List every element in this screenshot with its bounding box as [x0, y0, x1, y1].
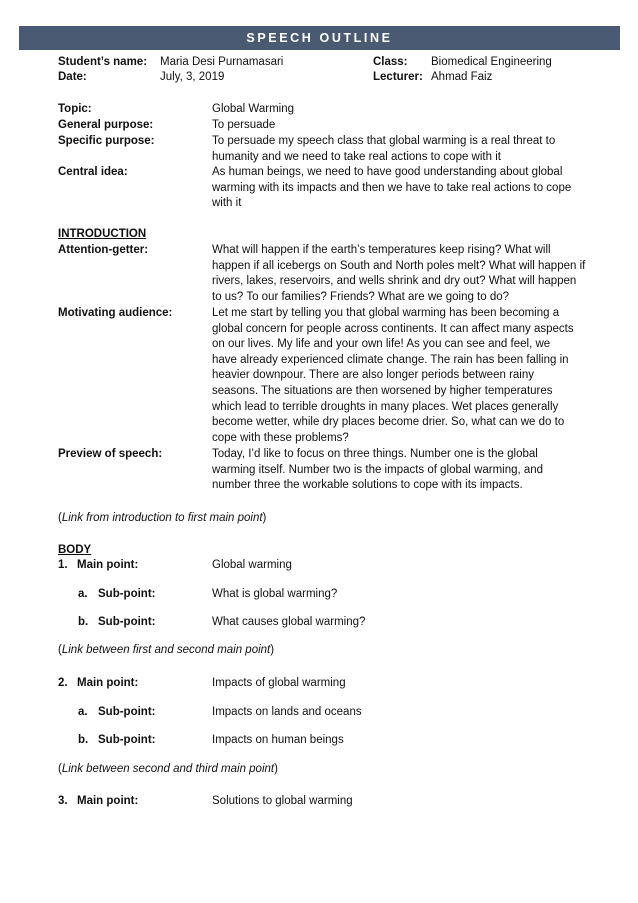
central-idea-value: As human beings, we need to have good understanding about global warming with its impacts and then we have to take real actions to cope with it: [212, 166, 572, 210]
class-value: Biomedical Engineering: [431, 56, 552, 68]
link-intro-to-first: (Link from introduction to first main point): [58, 512, 267, 524]
body-heading: BODY: [58, 544, 92, 556]
specific-purpose-value: To persuade my speech class that global warming is a real threat to humanity and we need to take real actions to cope with it: [212, 135, 556, 163]
sub-point-1b-value: What causes global warming?: [212, 616, 366, 628]
attention-getter-label: Attention-getter:: [58, 244, 149, 256]
specific-purpose-label: Specific purpose:: [58, 135, 155, 147]
introduction-heading: INTRODUCTION: [58, 228, 147, 240]
motivating-audience-value: Let me start by telling you that global warming has been becoming a global concern for people across continents. It can affect many aspects on our lives. My life and your own life! As you can see and feel, we have already experienced climate change. The rain has been falling in heavier downpour. There are also longer periods between rainy seasons. The situations are then worsened by higher temperatures which lead to terrible droughts in many places. Wet places generally become wetter, while dry places become drier. So, what can we do to cope with these problems?: [212, 307, 574, 444]
sub-point-1a-label: a. Sub-point:: [78, 588, 156, 600]
central-idea-label: Central idea:: [58, 166, 128, 178]
student-name-label: Student’s name:: [58, 56, 148, 68]
main-point-1-value: Global warming: [212, 559, 292, 571]
general-purpose-value: To persuade: [212, 119, 276, 131]
sub-point-2a-label: a. Sub-point:: [78, 706, 156, 718]
sub-point-1b-label: b. Sub-point:: [78, 616, 156, 628]
attention-getter-value: What will happen if the earth’s temperatures keep rising? What will happen if all icebergs on South and North poles melt? What will happen if rivers, lakes, reservoirs, and wells shrink and dry out? What will happen to us? To our families? Friends? What are we going to do?: [212, 244, 586, 303]
sub-point-2b-label: b. Sub-point:: [78, 734, 156, 746]
topic-value: Global Warming: [212, 103, 295, 115]
link-second-to-third: (Link between second and third main point): [58, 763, 278, 775]
date-value: July, 3, 2019: [160, 71, 225, 83]
link-first-to-second: (Link between first and second main point): [58, 644, 275, 656]
main-point-3-value: Solutions to global warming: [212, 795, 353, 807]
main-point-3-label: 3. Main point:: [58, 795, 139, 807]
main-point-2-label: 2. Main point:: [58, 677, 139, 689]
date-label: Date:: [58, 71, 87, 83]
topic-label: Topic:: [58, 103, 92, 115]
motivating-audience-label: Motivating audience:: [58, 307, 173, 319]
sub-point-2a-value: Impacts on lands and oceans: [212, 706, 362, 718]
general-purpose-label: General purpose:: [58, 119, 154, 131]
main-point-2-value: Impacts of global warming: [212, 677, 346, 689]
sub-point-2b-value: Impacts on human beings: [212, 734, 344, 746]
student-name-value: Maria Desi Purnamasari: [160, 56, 284, 68]
preview-value: Today, I’d like to focus on three things. Number one is the global warming itself. Number two is the impacts of global warming, and number three the workable solutions to cope with its impacts.: [212, 448, 544, 492]
class-label: Class:: [373, 56, 408, 68]
lecturer-value: Ahmad Faiz: [431, 71, 493, 83]
preview-label: Preview of speech:: [58, 448, 163, 460]
lecturer-label: Lecturer:: [373, 71, 423, 83]
page-title: SPEECH OUTLINE: [19, 26, 620, 50]
sub-point-1a-value: What is global warming?: [212, 588, 338, 600]
main-point-1-label: 1. Main point:: [58, 559, 139, 571]
